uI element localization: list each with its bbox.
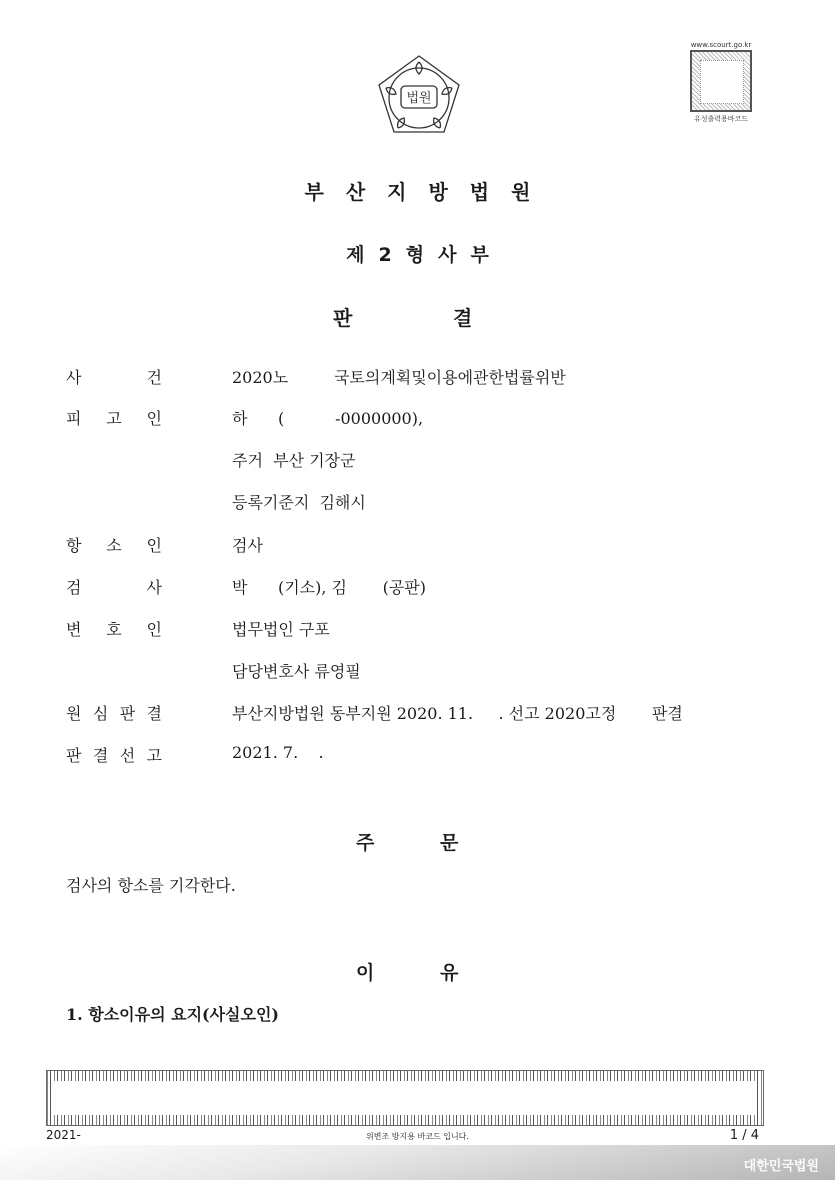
order-heading-left: 주 — [356, 832, 375, 854]
case-value: 2020노 국토의계획및이용에관한법률위반 — [232, 368, 566, 387]
order-text: 검사의 항소를 기각한다. — [66, 876, 236, 895]
case-label-char: 원 — [66, 704, 82, 723]
case-label-char: 고 — [146, 746, 162, 765]
case-value: 주거 부산 기장군 — [232, 451, 356, 470]
case-label — [66, 406, 162, 429]
case-label-char: 사 — [66, 368, 82, 387]
qr-code — [690, 50, 752, 112]
case-value: 담당변호사 류영필 — [232, 662, 361, 681]
reason-item-1: 1. 항소이유의 요지(사실오인) — [66, 1005, 280, 1024]
barcode-note: 위변조 방지용 바코드 입니다. — [366, 1132, 469, 1141]
case-label — [66, 365, 162, 388]
svg-text:법원: 법원 — [406, 91, 432, 106]
qr-caption: 유성출력용바코드 — [693, 115, 749, 123]
reason-heading-right: 유 — [440, 962, 459, 984]
case-label — [66, 575, 162, 598]
document-title-right: 결 — [453, 306, 473, 330]
case-label-char: 인 — [146, 536, 162, 555]
reason-heading-left: 이 — [356, 962, 375, 984]
court-brand: 대한민국법원 — [743, 1159, 819, 1174]
anti-forgery-barcode — [46, 1070, 764, 1126]
case-label-char: 선 — [119, 746, 136, 765]
document-number: 2021- — [46, 1128, 81, 1142]
case-value: 하 ( -0000000), — [232, 409, 424, 428]
case-label-char: 피 — [66, 409, 82, 428]
case-label-char: 판 — [66, 746, 82, 765]
case-label-char: 심 — [92, 704, 109, 723]
case-label-char: 항 — [66, 536, 82, 555]
order-heading-right: 문 — [440, 832, 459, 854]
court-name: 부산지방법원 — [304, 180, 553, 204]
case-label-char: 건 — [146, 368, 162, 387]
case-label-char: 인 — [146, 409, 162, 428]
case-value: 등록기준지 김해시 — [232, 493, 366, 512]
case-value: 법무법인 구포 — [232, 620, 330, 639]
case-label-char: 검 — [66, 578, 82, 597]
case-label-char: 인 — [146, 620, 162, 639]
qr-url: www.scourt.go.kr — [690, 41, 752, 49]
case-label-char: 변 — [66, 620, 82, 639]
footer-strip — [0, 1145, 835, 1180]
document-title-left: 판 — [333, 306, 353, 330]
case-value: 박 (기소), 김 (공판) — [232, 578, 426, 597]
case-value: 2021. 7. . — [232, 743, 324, 762]
case-label — [66, 617, 162, 640]
case-value: 검사 — [232, 536, 263, 555]
division-name: 제2형사부 — [346, 244, 503, 266]
case-label-char: 판 — [119, 704, 136, 723]
case-label — [66, 701, 162, 724]
case-label-char: 호 — [106, 620, 122, 639]
case-label — [66, 533, 162, 556]
case-label-char: 결 — [146, 704, 162, 723]
page-number: 1 / 4 — [729, 1128, 759, 1143]
case-value: 부산지방법원 동부지원 2020. 11. . 선고 2020고정 판결 — [232, 704, 683, 723]
court-seal-logo — [374, 52, 464, 142]
case-label — [66, 743, 162, 766]
case-label-char: 결 — [92, 746, 109, 765]
case-label-char: 소 — [106, 536, 122, 555]
case-label-char: 고 — [106, 409, 122, 428]
case-label-char: 사 — [146, 578, 162, 597]
